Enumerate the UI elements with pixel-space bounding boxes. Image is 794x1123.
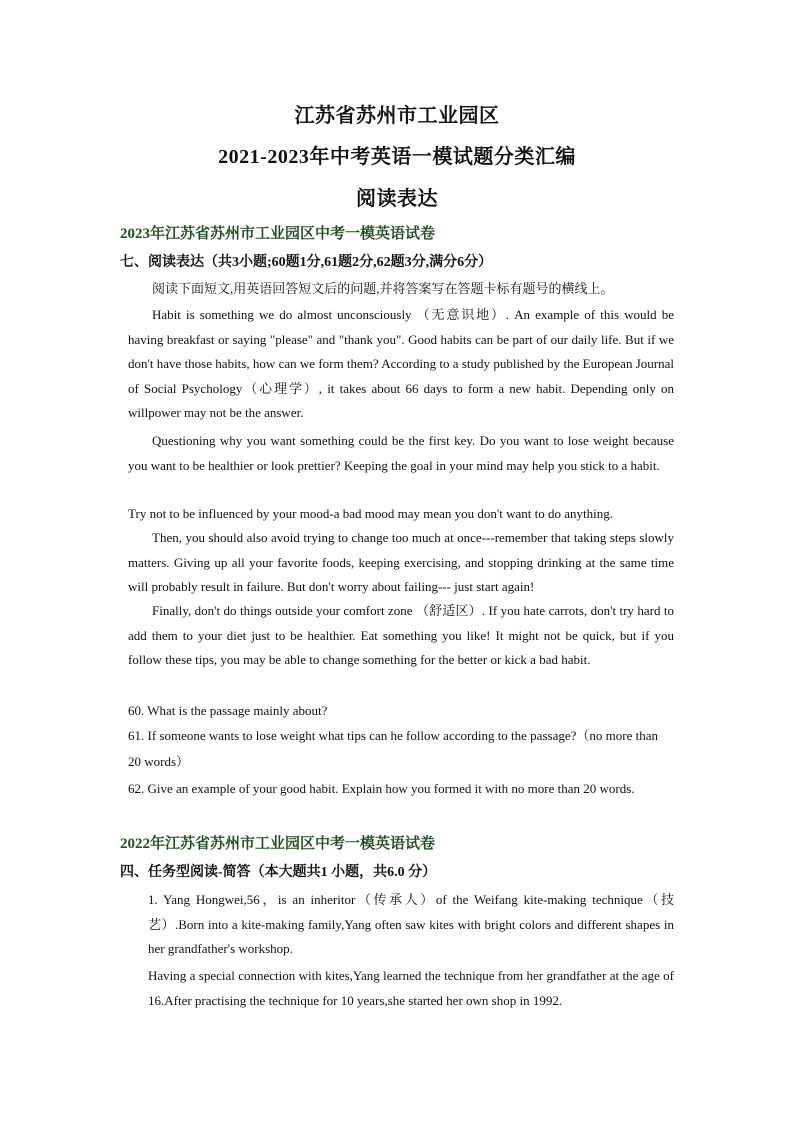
- section-2023-subheading: 七、阅读表达（共3小题;60题1分,61题2分,62题3分,满分6分）: [120, 255, 493, 270]
- task-paragraph-1: 1. Yang Hongwei,56，is an inheritor（传承人）of the Weifang kite-making technique（技艺）.Born into a kite-making family,Yang often saw kites with bright colors and different shapes in her grandfather's workshop.: [148, 892, 674, 956]
- title-exam-range: 2021-2023年中考英语一模试题分类汇编: [218, 146, 576, 168]
- passage-paragraph-4: Then, you should also avoid trying to change too much at once---remember that taking steps slowly matters. Giving up all your favorite foods, keeping exercising, and stopping drinking at the same time will probably result in failure. But don't worry about failing--- just start again!: [128, 530, 674, 594]
- title-topic: 阅读表达: [356, 188, 438, 210]
- question-61: 61. If someone wants to lose weight what tips can he follow according to the passage?（no more than 20 words）: [128, 728, 658, 769]
- task-paragraph-2: Having a special connection with kites,Yang learned the technique from her grandfather at the age of 16.After practising the technique for 10 years,she started her own shop in 1992.: [148, 968, 674, 1008]
- passage-paragraph-1: Habit is something we do almost unconsciously （无意识地）. An example of this would be having breakfast or saying "please" and "thank you". Good habits can be part of our daily life. But if we don't have those habits, how can we form them? According to a study published by the European Journal of Social Psychology（心理学）, it takes about 66 days to form a new habit. Depending only on willpower may not be the answer.: [128, 307, 674, 420]
- section-2022-heading: 2022年江苏省苏州市工业园区中考一模英语试卷: [120, 836, 436, 852]
- section-2023-heading: 2023年江苏省苏州市工业园区中考一模英语试卷: [120, 226, 436, 242]
- question-62: 62. Give an example of your good habit. Explain how you formed it with no more than 20 words.: [128, 781, 635, 796]
- question-60: 60. What is the passage mainly about?: [128, 703, 328, 718]
- section-2022-subheading: 四、任务型阅读-简答（本大题共1 小题，共6.0 分）: [120, 865, 437, 880]
- title-region: 江苏省苏州市工业园区: [294, 105, 500, 127]
- passage-paragraph-2: Questioning why you want something could be the first key. Do you want to lose weight because you want to be healthier or look prettier? Keeping the goal in your mind may help you stick to a habit.: [128, 433, 674, 473]
- instruction-text: 阅读下面短文,用英语回答短文后的问题,并将答案写在答题卡标有题号的横线上。: [152, 281, 614, 296]
- passage-paragraph-5: Finally, don't do things outside your comfort zone （舒适区）. If you hate carrots, don't try hard to add them to your diet just to be healthier. Eat something you like! It might not be quick, but if you follow these tips, you may be able to change something for the better or kick a bad habit.: [128, 603, 674, 667]
- passage-paragraph-3: Try not to be influenced by your mood-a bad mood may mean you don't want to do anything.: [128, 506, 613, 521]
